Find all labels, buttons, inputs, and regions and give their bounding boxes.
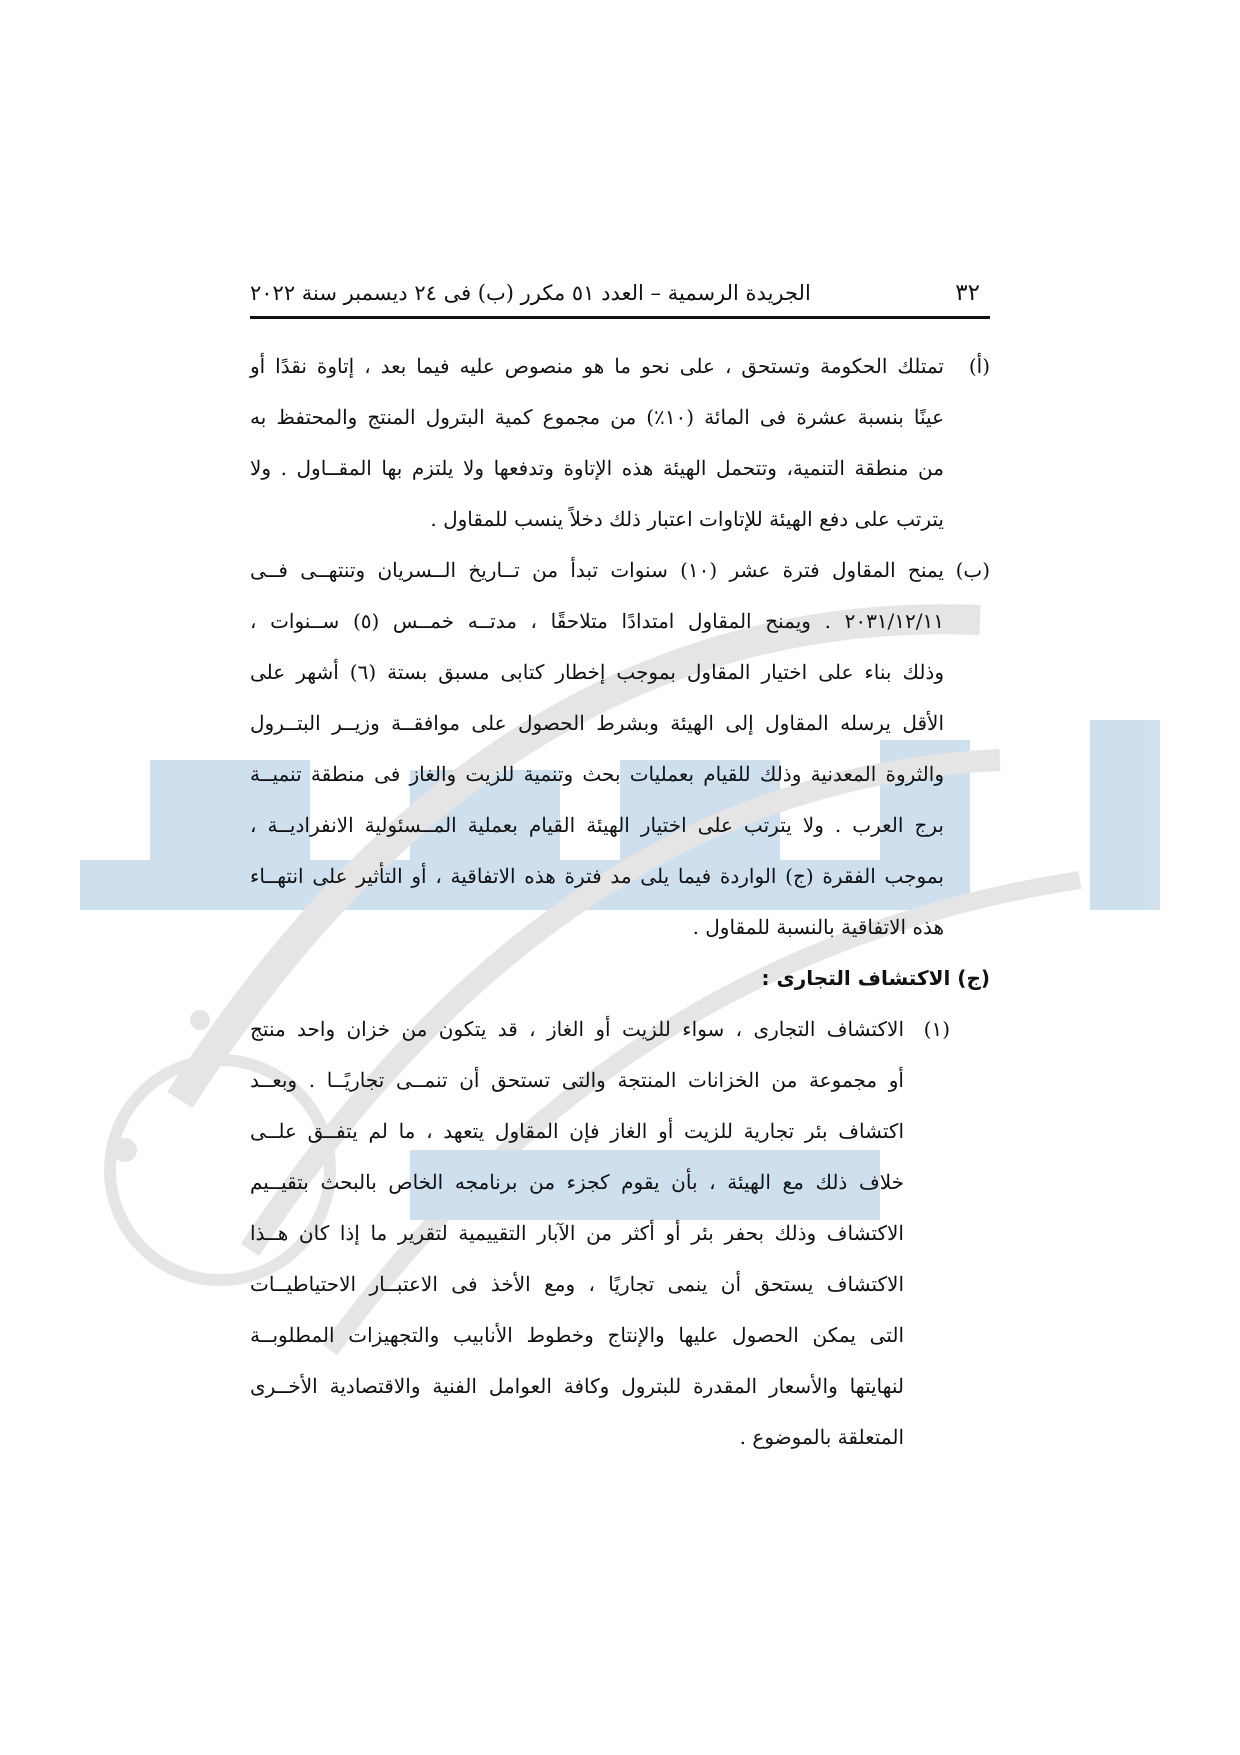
- watermark-dot-2: [190, 1010, 210, 1030]
- paragraph-a: [250, 341, 990, 545]
- text-line: الاكتشاف يستحق أن ينمى تجاريًا ، ومع الأخذ فى الاعتبــار الاحتياطيــات: [250, 1272, 904, 1296]
- page-number: ٣٢: [955, 280, 980, 306]
- text-line: ٢٠٣١/١٢/١١ . ويمنح المقاول امتدادًا متلاحقًا ، مدتــه خمــس (٥) ســنوات ،: [250, 609, 944, 633]
- text-line: لنهايتها والأسعار المقدرة للبترول وكافة العوامل الفنية والاقتصادية الأخــرى: [250, 1374, 904, 1398]
- text-line: الاكتشاف التجارى ، سواء للزيت أو الغاز ، قد يتكون من خزان واحد منتج: [250, 1017, 904, 1041]
- text-line: هذه الاتفاقية بالنسبة للمقاول .: [692, 915, 944, 939]
- text-line: برج العرب . ولا يترتب على اختيار الهيئة القيام بعملية المــسئولية الانفراديــة ،: [250, 813, 944, 837]
- text-line: عينًا بنسبة عشرة فى المائة (١٠٪) من مجموع كمية البترول المنتج والمحتفظ به: [250, 405, 944, 429]
- text-line: بموجب الفقرة (ج) الواردة فيما يلى مد فترة هذه الاتفاقية ، أو التأثير على انتهــاء: [250, 864, 944, 888]
- text-line: خلاف ذلك مع الهيئة ، بأن يقوم كجزء من برنامجه الخاص بالبحث بتقيــيم: [250, 1170, 904, 1194]
- section-heading-c: (ج) الاكتشاف التجارى :: [761, 966, 990, 990]
- text-line: اكتشاف بئر تجارية للزيت أو الغاز فإن المقاول يتعهد ، ما لم يتفــق علــى: [250, 1119, 904, 1143]
- text-line: والثروة المعدنية وذلك للقيام بعمليات بحث وتنمية للزيت والغاز فى منطقة تنميــة: [250, 762, 944, 786]
- paragraph-label: (أ): [968, 354, 990, 378]
- gazette-title: الجريدة الرسمية – العدد ٥١ مكرر (ب) فى ٢٤ ديسمبر سنة ٢٠٢٢: [250, 281, 811, 305]
- text-line: وذلك بناء على اختيار المقاول بموجب إخطار كتابى مسبق بستة (٦) أشهر على: [250, 660, 944, 684]
- text-line: يترتب على دفع الهيئة للإتاوات اعتبار ذلك دخلاً ينسب للمقاول .: [430, 507, 944, 531]
- text-line: الاكتشاف وذلك بحفر بئر أو أكثر من الآبار التقييمية لتقرير ما إذا كان هــذا: [250, 1221, 904, 1245]
- watermark-bar-1: [1090, 720, 1160, 910]
- text-line: تمتلك الحكومة وتستحق ، على نحو ما هو منصوص عليه فيما بعد ، إتاوة نقدًا أو: [250, 354, 944, 378]
- watermark-dot-1: [113, 1138, 137, 1162]
- page-header: [250, 280, 990, 319]
- text-line: الأقل يرسله المقاول إلى الهيئة وبشرط الحصول على موافقــة وزيــر البتــرول: [250, 711, 944, 735]
- text-line: يمنح المقاول فترة عشر (١٠) سنوات تبدأ من تــاريخ الــسريان وتنتهــى فــى: [250, 558, 944, 582]
- document-page: [250, 280, 990, 1463]
- paragraph-label: (١): [923, 1017, 950, 1041]
- paragraph-c1: [250, 1004, 990, 1463]
- text-line: المتعلقة بالموضوع .: [739, 1425, 904, 1449]
- document-body: [250, 341, 990, 1463]
- text-line: من منطقة التنمية، وتتحمل الهيئة هذه الإتاوة وتدفعها ولا يلتزم بها المقــاول . ولا: [250, 456, 944, 480]
- paragraph-label: (ب): [955, 558, 990, 582]
- text-line: التى يمكن الحصول عليها والإنتاج وخطوط الأنابيب والتجهيزات المطلوبــة: [250, 1323, 904, 1347]
- paragraph-b: [250, 545, 990, 953]
- text-line: أو مجموعة من الخزانات المنتجة والتى تستحق أن تنمــى تجاريًــا . وبعــد: [250, 1068, 904, 1092]
